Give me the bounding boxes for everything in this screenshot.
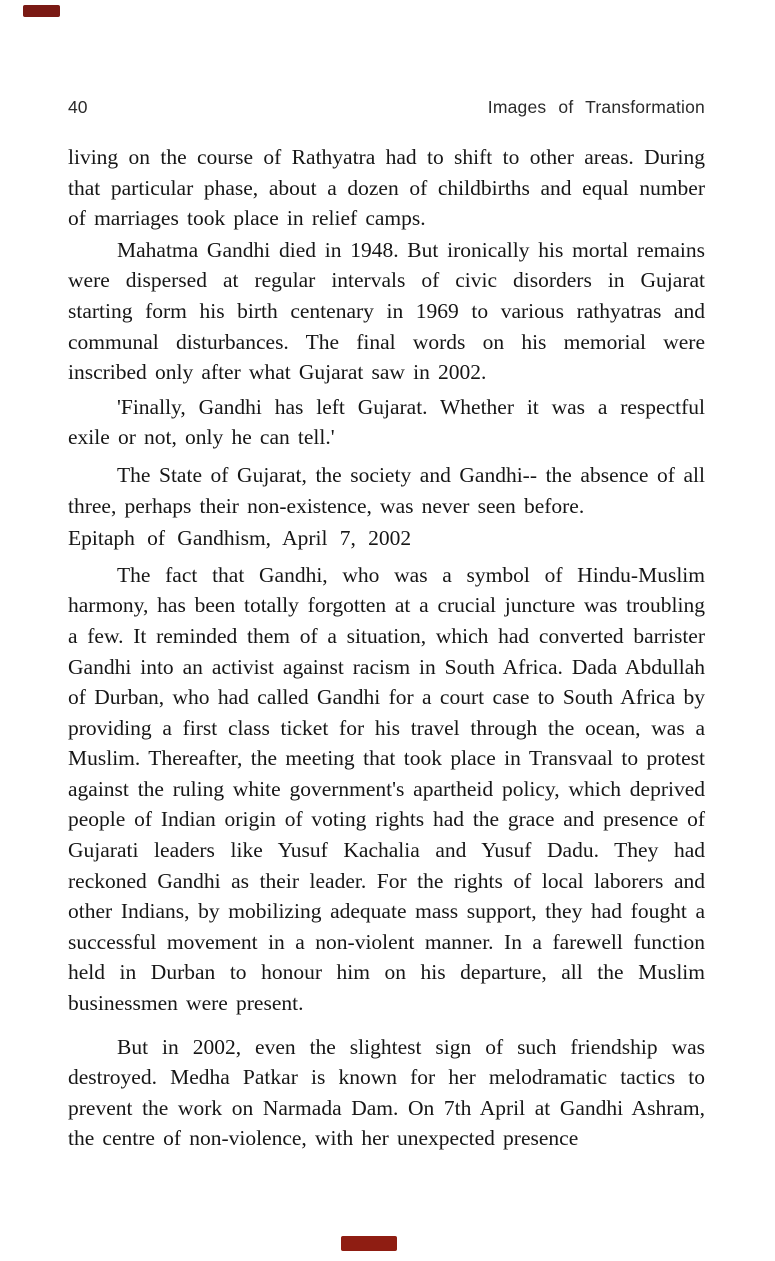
paragraph-state-of-gujarat: The State of Gujarat, the society and Gandhi-- the absence of all three, perhaps their non-existence, was never seen before. bbox=[68, 462, 705, 518]
scan-artifact-bottom bbox=[341, 1236, 397, 1251]
paragraph-living-on-course: living on the course of Rathyatra had to shift to other areas. During that particular phase, about a dozen of childbirths and equal number of marriages took place in relief camps. bbox=[68, 145, 705, 231]
paragraph-epitaph-citation: Epitaph of Gandhism, April 7, 2002 bbox=[68, 526, 412, 551]
paragraph-mahatma-gandhi-died: Mahatma Gandhi died in 1948. But ironically his mortal remains were dispersed at regular intervals of civic disorders in Gujarat starting form his birth centenary in 1969 to various rathyatras and communal disturbances. The final words on his memorial were inscribed only after what Gujarat saw in 2002. bbox=[68, 237, 705, 385]
scan-artifact-top bbox=[23, 5, 60, 17]
body-text bbox=[68, 142, 705, 1154]
page-number: 40 bbox=[68, 97, 88, 117]
running-header bbox=[68, 97, 705, 118]
paragraph-but-in-2002: But in 2002, even the slightest sign of such friendship was destroyed. Medha Patkar is known for her melodramatic tactics to prevent the work on Narmada Dam. On 7th April at Gandhi Ashram, the centre of non-violence, with her unexpected presence bbox=[68, 1034, 705, 1151]
paragraph-finally-quote: 'Finally, Gandhi has left Gujarat. Whether it was a respectful exile or not, only he can tell.' bbox=[68, 394, 705, 450]
paragraph-fact-that-gandhi: The fact that Gandhi, who was a symbol of Hindu-Muslim harmony, has been totally forgotten at a crucial juncture was troubling a few. It reminded them of a situation, which had converted barrister Gandhi into an activist against racism in South Africa. Dada Abdullah of Durban, who had called Gandhi for a court case to South Africa by providing a first class ticket for his travel through the ocean, was a Muslim. Thereafter, the meeting that took place in Transvaal to protest against the ruling white government's apartheid policy, which deprived people of Indian origin of voting rights had the grace and presence of Gujarati leaders like Yusuf Kachalia and Yusuf Dadu. They had reckoned Gandhi as their leader. For the rights of local laborers and other Indians, by mobilizing adequate mass support, they had fought a successful movement in a non-violent manner. In a farewell function held in Durban to honour him on his departure, all the Muslim businessmen were present. bbox=[68, 562, 705, 1016]
running-title: Images of Transformation bbox=[487, 97, 705, 117]
